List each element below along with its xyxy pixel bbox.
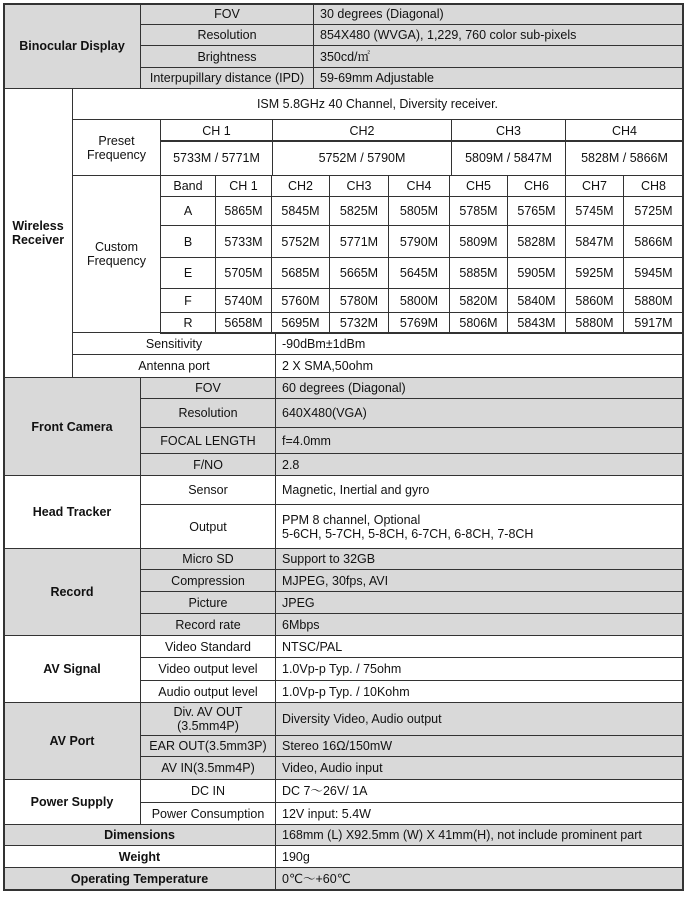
custom-channel-header: CH4 — [388, 175, 450, 197]
preset-channel-header: CH 1 — [160, 119, 273, 142]
section-binocular-display: Binocular Display — [3, 3, 141, 89]
custom-channel-header: CH3 — [329, 175, 389, 197]
camera-focal-length-value: f=4.0mm — [275, 427, 683, 454]
record-microsd-value: Support to 32GB — [275, 548, 683, 570]
preset-frequency-label: Preset Frequency — [72, 119, 161, 176]
record-compression-value: MJPEG, 30fps, AVI — [275, 569, 683, 592]
custom-frequency-cell: 5725M — [623, 196, 684, 226]
section-av-signal: AV Signal — [3, 635, 141, 703]
binocular-fov-value: 30 degrees (Diagonal) — [313, 3, 683, 25]
av-video-standard-value: NTSC/PAL — [275, 635, 683, 658]
av-video-standard-label: Video Standard — [140, 635, 276, 658]
temperature-label: Operating Temperature — [3, 867, 276, 890]
av-div-out-label: Div. AV OUT (3.5mm4P) — [140, 702, 276, 736]
custom-frequency-cell: 5732M — [329, 312, 389, 334]
custom-frequency-cell: 5806M — [449, 312, 508, 334]
custom-frequency-cell: 5925M — [565, 257, 624, 289]
custom-frequency-cell: 5880M — [565, 312, 624, 334]
tracker-output-label: Output — [140, 504, 276, 549]
sensitivity-value: -90dBm±1dBm — [275, 332, 683, 355]
custom-frequency-cell: 5845M — [271, 196, 330, 226]
custom-frequency-cell: 5828M — [507, 225, 566, 258]
record-rate-value: 6Mbps — [275, 613, 683, 636]
camera-resolution-value: 640X480(VGA) — [275, 398, 683, 428]
custom-frequency-cell: 5695M — [271, 312, 330, 334]
av-audio-output-value: 1.0Vp-p Typ. / 10Kohm — [275, 680, 683, 703]
custom-channel-header: CH8 — [623, 175, 684, 197]
record-picture-value: JPEG — [275, 591, 683, 614]
tracker-output-value — [275, 504, 683, 549]
custom-frequency-cell: 5785M — [449, 196, 508, 226]
camera-fov-label: FOV — [140, 377, 276, 399]
camera-resolution-label: Resolution — [140, 398, 276, 428]
custom-channel-header: CH 1 — [215, 175, 272, 197]
tracker-output-line-2: 5-6CH, 5-7CH, 5-8CH, 6-7CH, 6-8CH, 7-8CH — [282, 526, 534, 541]
weight-value: 190g — [275, 845, 683, 868]
custom-frequency-cell: 5685M — [271, 257, 330, 289]
preset-channel-value: 5733M / 5771M — [160, 140, 273, 176]
section-record: Record — [3, 548, 141, 636]
power-dc-in-label: DC IN — [140, 779, 276, 803]
av-div-out-value: Diversity Video, Audio output — [275, 702, 683, 736]
camera-fov-value: 60 degrees (Diagonal) — [275, 377, 683, 399]
preset-channel-value: 5752M / 5790M — [272, 140, 452, 176]
av-in-value: Video, Audio input — [275, 756, 683, 780]
custom-frequency-cell: 5945M — [623, 257, 684, 289]
custom-frequency-cell: 5905M — [507, 257, 566, 289]
sensitivity-label: Sensitivity — [72, 332, 276, 355]
custom-frequency-cell: 5820M — [449, 288, 508, 313]
custom-frequency-cell: 5658M — [215, 312, 272, 334]
power-consumption-value: 12V input: 5.4W — [275, 802, 683, 825]
binocular-ipd-value: 59-69mm Adjustable — [313, 67, 683, 89]
binocular-resolution-value: 854X480 (WVGA), 1,229, 760 color sub-pixels — [313, 24, 683, 46]
tracker-sensor-label: Sensor — [140, 475, 276, 505]
custom-frequency-cell: 5866M — [623, 225, 684, 258]
av-audio-output-label: Audio output level — [140, 680, 276, 703]
antenna-port-label: Antenna port — [72, 354, 276, 378]
preset-channel-header: CH4 — [565, 119, 684, 142]
custom-channel-header: CH5 — [449, 175, 508, 197]
record-rate-label: Record rate — [140, 613, 276, 636]
custom-frequency-cell: 5790M — [388, 225, 450, 258]
custom-frequency-cell: 5843M — [507, 312, 566, 334]
custom-frequency-cell: 5705M — [215, 257, 272, 289]
custom-frequency-cell: 5771M — [329, 225, 389, 258]
power-consumption-label: Power Consumption — [140, 802, 276, 825]
dimensions-value: 168mm (L) X92.5mm (W) X 41mm(H), not include prominent part — [275, 824, 683, 846]
tracker-sensor-value: Magnetic, Inertial and gyro — [275, 475, 683, 505]
custom-frequency-cell: 5740M — [215, 288, 272, 313]
record-compression-label: Compression — [140, 569, 276, 592]
preset-channel-header: CH2 — [272, 119, 452, 142]
custom-frequency-cell: 5665M — [329, 257, 389, 289]
custom-frequency-cell: 5745M — [565, 196, 624, 226]
custom-channel-header: CH2 — [271, 175, 330, 197]
av-ear-out-value: Stereo 16Ω/150mW — [275, 735, 683, 757]
custom-frequency-cell: 5917M — [623, 312, 684, 334]
av-video-output-value: 1.0Vp-p Typ. / 75ohm — [275, 657, 683, 681]
record-picture-label: Picture — [140, 591, 276, 614]
custom-frequency-cell: 5752M — [271, 225, 330, 258]
section-wireless-receiver: Wireless Receiver — [3, 88, 73, 378]
preset-channel-header: CH3 — [451, 119, 566, 142]
camera-focal-length-label: FOCAL LENGTH — [140, 427, 276, 454]
custom-frequency-cell: 5805M — [388, 196, 450, 226]
power-dc-in-value: DC 7～26V/ 1A — [275, 779, 683, 803]
custom-band-name: R — [160, 312, 216, 334]
av-in-label: AV IN(3.5mm4P) — [140, 756, 276, 780]
av-ear-out-label: EAR OUT(3.5mm3P) — [140, 735, 276, 757]
camera-fno-label: F/NO — [140, 453, 276, 476]
custom-band-header: Band — [160, 175, 216, 197]
custom-frequency-cell: 5860M — [565, 288, 624, 313]
temperature-value: 0℃～+60℃ — [275, 867, 683, 890]
binocular-resolution-label: Resolution — [140, 24, 314, 46]
custom-band-name: F — [160, 288, 216, 313]
custom-frequency-cell: 5800M — [388, 288, 450, 313]
record-microsd-label: Micro SD — [140, 548, 276, 570]
custom-frequency-cell: 5840M — [507, 288, 566, 313]
preset-channel-value: 5828M / 5866M — [565, 140, 684, 176]
binocular-fov-label: FOV — [140, 3, 314, 25]
custom-frequency-cell: 5645M — [388, 257, 450, 289]
binocular-ipd-label: Interpupillary distance (IPD) — [140, 67, 314, 89]
binocular-brightness-value: 350cd/㎡ — [313, 45, 683, 68]
tracker-output-line-1: PPM 8 channel, Optional — [282, 512, 421, 527]
custom-channel-header: CH6 — [507, 175, 566, 197]
custom-frequency-cell: 5809M — [449, 225, 508, 258]
weight-label: Weight — [3, 845, 276, 868]
custom-frequency-cell: 5769M — [388, 312, 450, 334]
custom-band-name: E — [160, 257, 216, 289]
custom-frequency-cell: 5865M — [215, 196, 272, 226]
custom-frequency-cell: 5885M — [449, 257, 508, 289]
antenna-port-value: 2 X SMA,50ohm — [275, 354, 683, 378]
av-video-output-label: Video output level — [140, 657, 276, 681]
binocular-brightness-label: Brightness — [140, 45, 314, 68]
custom-channel-header: CH7 — [565, 175, 624, 197]
section-head-tracker: Head Tracker — [3, 475, 141, 549]
custom-frequency-cell: 5760M — [271, 288, 330, 313]
custom-frequency-cell: 5765M — [507, 196, 566, 226]
section-power-supply: Power Supply — [3, 779, 141, 825]
section-front-camera: Front Camera — [3, 377, 141, 476]
custom-frequency-cell: 5825M — [329, 196, 389, 226]
section-av-port: AV Port — [3, 702, 141, 780]
custom-frequency-cell: 5847M — [565, 225, 624, 258]
wireless-intro: ISM 5.8GHz 40 Channel, Diversity receiver. — [72, 88, 683, 120]
preset-channel-value: 5809M / 5847M — [451, 140, 566, 176]
dimensions-label: Dimensions — [3, 824, 276, 846]
custom-band-name: B — [160, 225, 216, 258]
custom-frequency-cell: 5780M — [329, 288, 389, 313]
camera-fno-value: 2.8 — [275, 453, 683, 476]
custom-frequency-label: Custom Frequency — [72, 175, 161, 333]
custom-frequency-cell: 5880M — [623, 288, 684, 313]
custom-band-name: A — [160, 196, 216, 226]
custom-frequency-cell: 5733M — [215, 225, 272, 258]
